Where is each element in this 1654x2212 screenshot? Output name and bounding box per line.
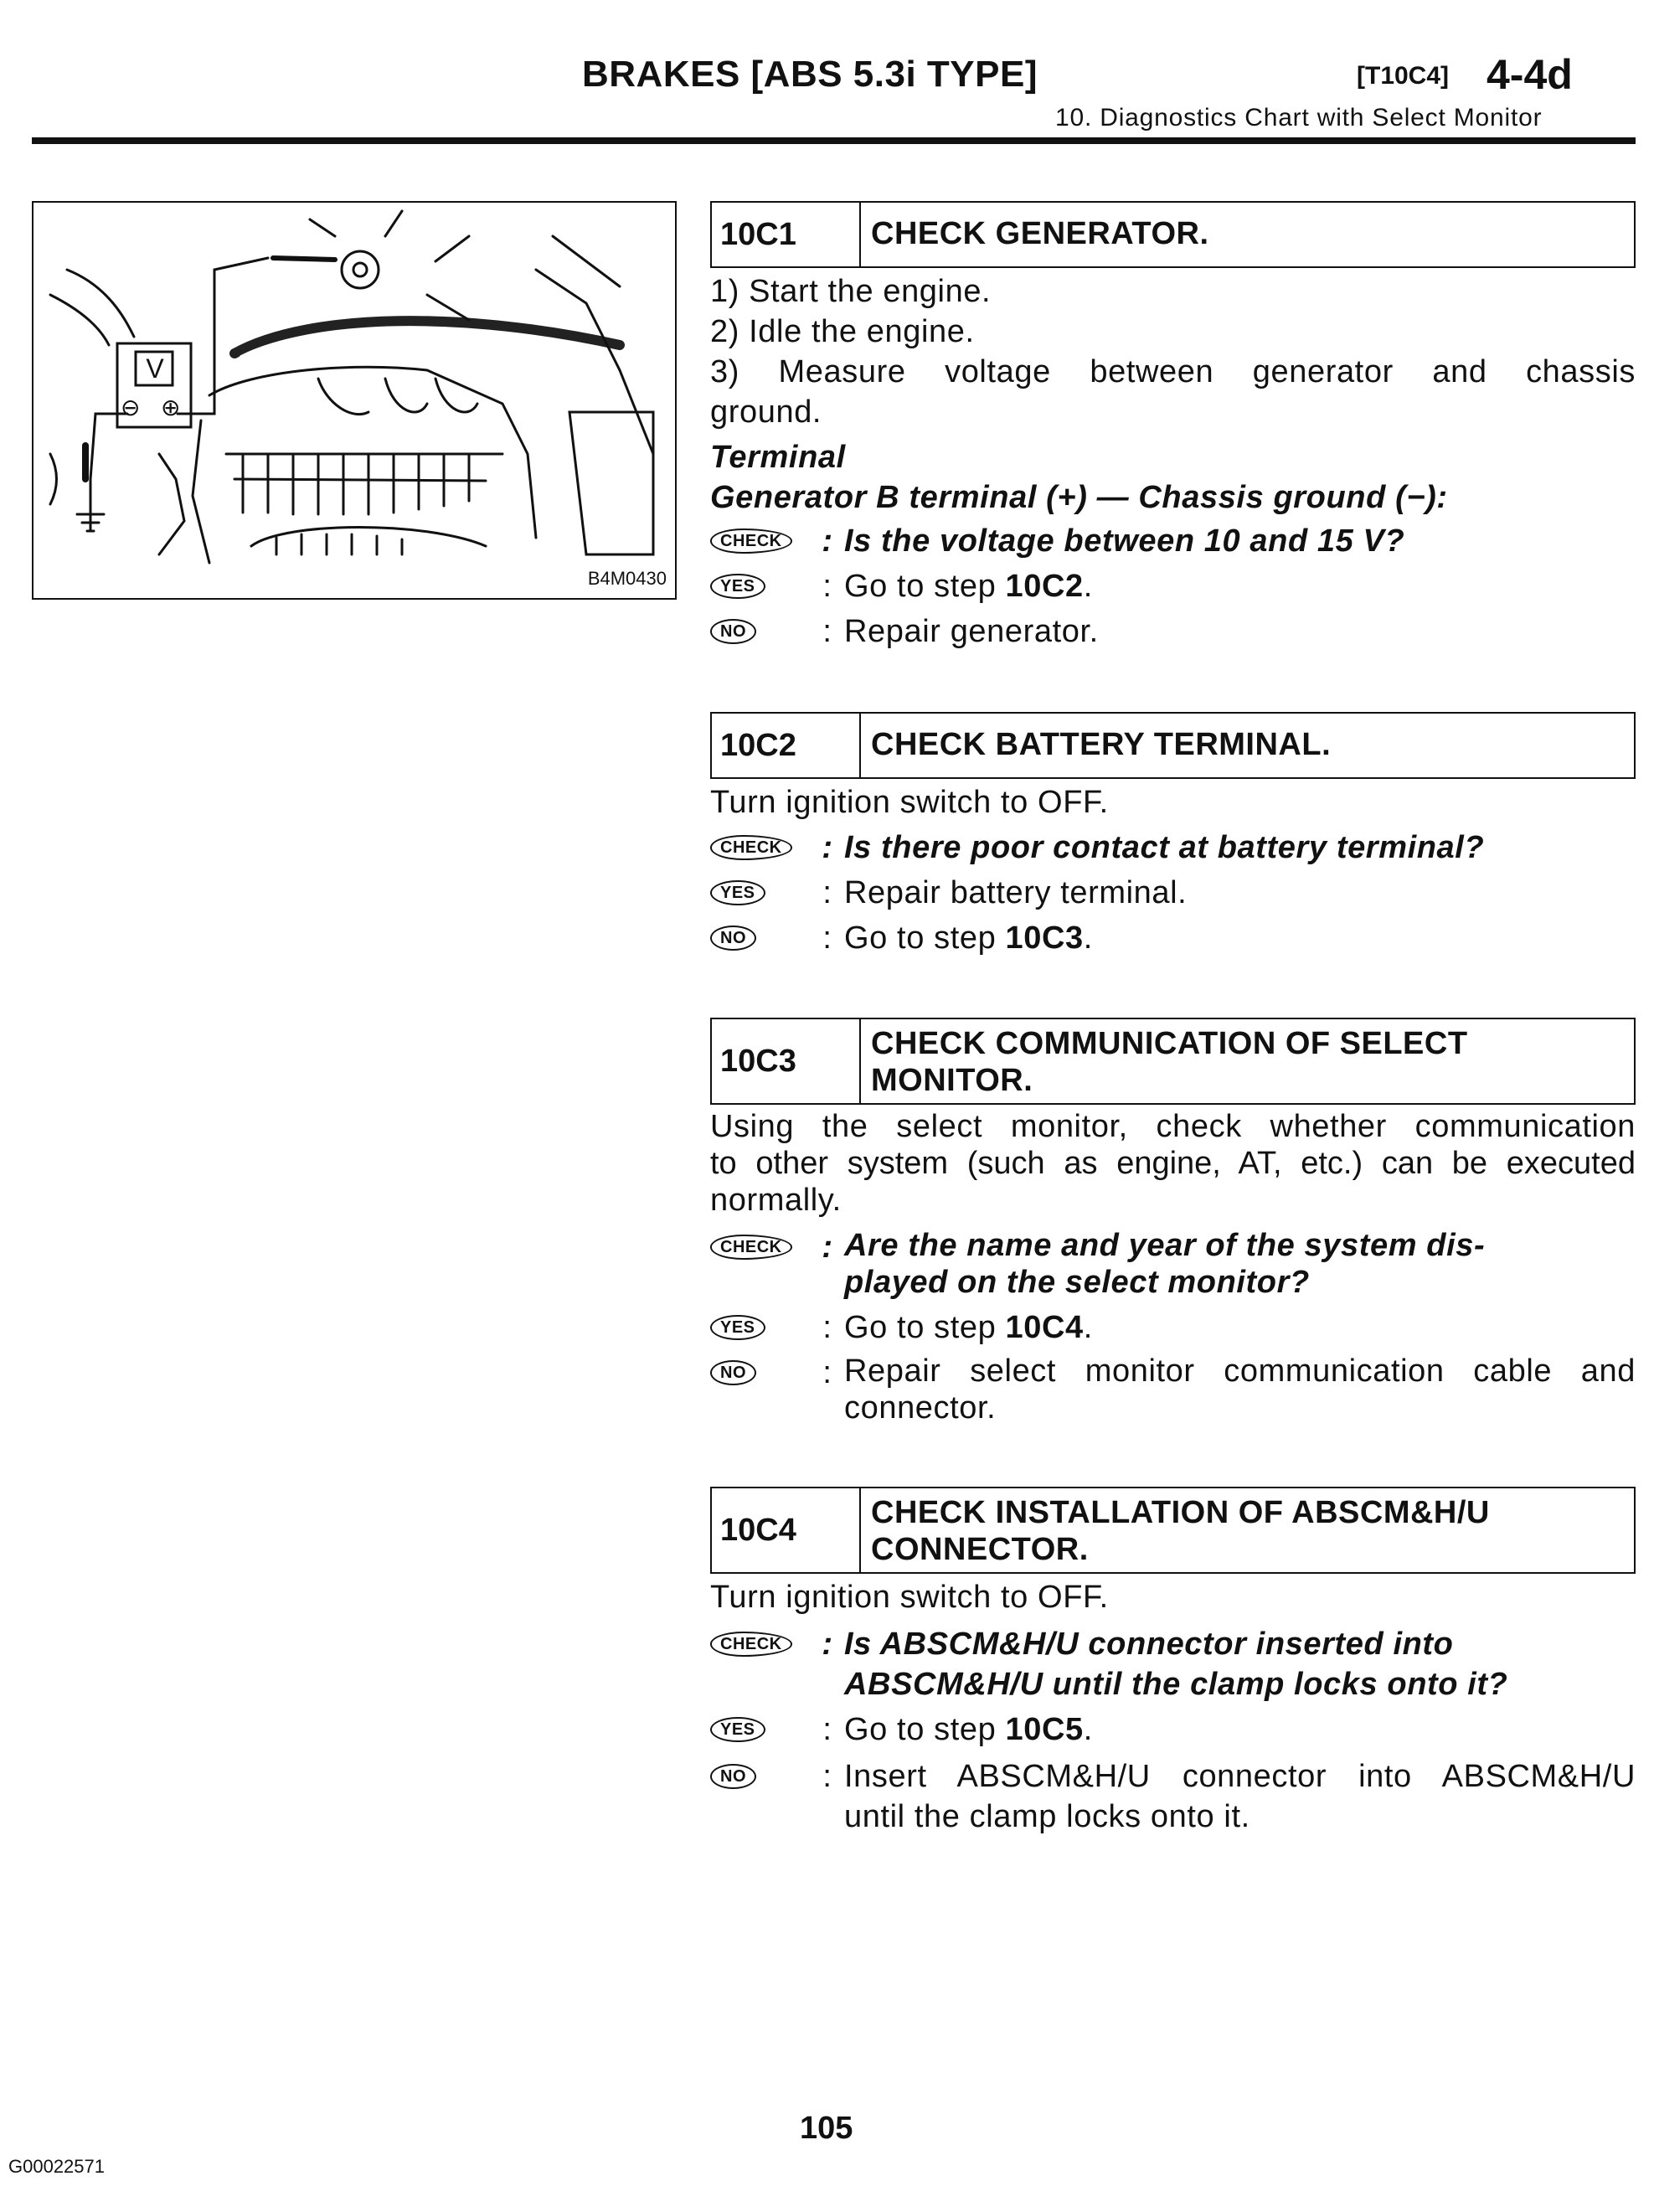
no-badge-icon: NO — [710, 619, 756, 644]
step-title: CHECK INSTALLATION OF ABSCM&H/U — [871, 1495, 1490, 1530]
step-number: 10C3 — [712, 1019, 861, 1103]
page-subtitle: 10. Diagnostics Chart with Select Monitor — [1055, 104, 1543, 131]
instruction-line: Turn ignition switch to OFF. — [710, 1580, 1109, 1615]
yes-text: Repair battery terminal. — [844, 875, 1188, 910]
step-10c3 — [710, 1018, 1636, 1426]
goto-step: 10C3 — [1005, 920, 1084, 956]
yes-badge-icon: YES — [710, 880, 765, 905]
check-question: Is there poor contact at battery terminal? — [844, 830, 1485, 865]
yes-row: YES : Go to step 10C2. — [710, 566, 1636, 606]
no-badge-icon: NO — [710, 926, 756, 951]
step-number: 10C1 — [712, 203, 861, 266]
voltmeter-label: V — [146, 353, 164, 384]
page-number: 105 — [800, 2111, 853, 2146]
instruction-line: to other system (such as engine, AT, etc.) can be executed — [710, 1146, 1636, 1181]
no-badge-icon: NO — [710, 1360, 756, 1385]
instruction-line: normally. — [710, 1183, 842, 1218]
step-title-cont: MONITOR. — [871, 1062, 1033, 1098]
no-text: Repair generator. — [844, 614, 1099, 649]
check-question-cont: ABSCM&H/U until the clamp locks onto it? — [844, 1667, 1508, 1702]
step-10c1 — [710, 201, 1636, 652]
yes-badge-icon: YES — [710, 1315, 765, 1340]
check-question: Is ABSCM&H/U connector inserted into — [844, 1627, 1454, 1662]
no-text: Go to step — [844, 920, 1006, 956]
meter-plus-symbol: ⊕ — [161, 394, 181, 420]
goto-step: 10C5 — [1005, 1712, 1084, 1747]
step-number: 10C4 — [712, 1488, 861, 1572]
step-title-cont: CONNECTOR. — [871, 1531, 1089, 1567]
instruction-line: 1) Start the engine. — [710, 274, 992, 309]
step-number: 10C2 — [712, 714, 861, 777]
no-row: NO : Repair select monitor communication cable and connector. — [710, 1353, 1636, 1426]
yes-row: YES : Go to step 10C4. — [710, 1307, 1636, 1348]
check-row: CHECK : Is ABSCM&H/U connector inserted into ABSCM&H/U until the clamp locks onto it? — [710, 1624, 1636, 1704]
instruction-line: 3) Measure voltage between generator and chassis — [710, 354, 1636, 389]
no-text-cont: until the clamp locks onto it. — [844, 1799, 1250, 1834]
check-badge-icon: CHECK — [710, 1632, 792, 1657]
check-row: CHECK : Is the voltage between 10 and 15 V? — [710, 521, 1636, 561]
terminal-spec: Generator B terminal (+) — Chassis ground (−): — [710, 480, 1448, 515]
yes-badge-icon: YES — [710, 574, 765, 599]
no-text-cont: connector. — [844, 1390, 997, 1426]
step-title: CHECK GENERATOR. — [871, 216, 1209, 252]
no-row: NO : Repair generator. — [710, 611, 1636, 652]
step-title: CHECK COMMUNICATION OF SELECT — [871, 1026, 1468, 1061]
no-text: Insert ABSCM&H/U connector into ABSCM&H/U — [844, 1759, 1636, 1794]
yes-text: Go to step — [844, 1310, 1006, 1345]
step-title: CHECK BATTERY TERMINAL. — [871, 727, 1332, 763]
check-badge-icon: CHECK — [710, 529, 792, 554]
terminal-label: Terminal — [710, 440, 846, 475]
yes-badge-icon: YES — [710, 1717, 765, 1742]
header-rule — [32, 137, 1636, 144]
yes-row: YES : Repair battery terminal. — [710, 873, 1636, 913]
no-row: NO : Go to step 10C3. — [710, 918, 1636, 958]
figure-id: B4M0430 — [587, 568, 667, 589]
meter-minus-symbol: ⊖ — [121, 394, 141, 420]
check-row: CHECK : Is there poor contact at battery terminal? — [710, 828, 1636, 868]
no-row: NO : Insert ABSCM&H/U connector into ABSCM&H/U until the clamp locks onto it. — [710, 1756, 1636, 1837]
check-question-cont: played on the select monitor? — [844, 1265, 1310, 1300]
no-text: Repair select monitor communication cable and — [844, 1353, 1636, 1389]
step-header — [710, 1018, 1636, 1105]
check-badge-icon: CHECK — [710, 1235, 792, 1260]
goto-step: 10C4 — [1005, 1310, 1084, 1345]
step-10c2 — [710, 712, 1636, 958]
instruction-line: Turn ignition switch to OFF. — [710, 785, 1109, 820]
step-header — [710, 712, 1636, 779]
step-10c4 — [710, 1487, 1636, 1837]
instruction-line: ground. — [710, 394, 822, 430]
goto-step: 10C2 — [1005, 569, 1084, 604]
instruction-line: Using the select monitor, check whether communication — [710, 1109, 1636, 1144]
page-title: BRAKES [ABS 5.3i TYPE] — [582, 54, 1038, 95]
generator-figure — [32, 201, 677, 600]
check-question: Is the voltage between 10 and 15 V? — [844, 523, 1405, 559]
step-header — [710, 201, 1636, 268]
check-badge-icon: CHECK — [710, 835, 792, 860]
section-code: [T10C4] — [1357, 62, 1450, 90]
check-question: Are the name and year of the system dis- — [844, 1228, 1486, 1263]
yes-text: Go to step — [844, 1712, 1006, 1747]
check-row: CHECK : Are the name and year of the system dis- played on the select monitor? — [710, 1227, 1636, 1301]
yes-text: Go to step — [844, 569, 1006, 604]
document-id: G00022571 — [8, 2156, 105, 2177]
instruction-line: 2) Idle the engine. — [710, 314, 975, 349]
section-number: 4-4d — [1487, 51, 1573, 98]
no-badge-icon: NO — [710, 1764, 756, 1789]
yes-row: YES : Go to step 10C5. — [710, 1709, 1636, 1750]
step-header — [710, 1487, 1636, 1574]
